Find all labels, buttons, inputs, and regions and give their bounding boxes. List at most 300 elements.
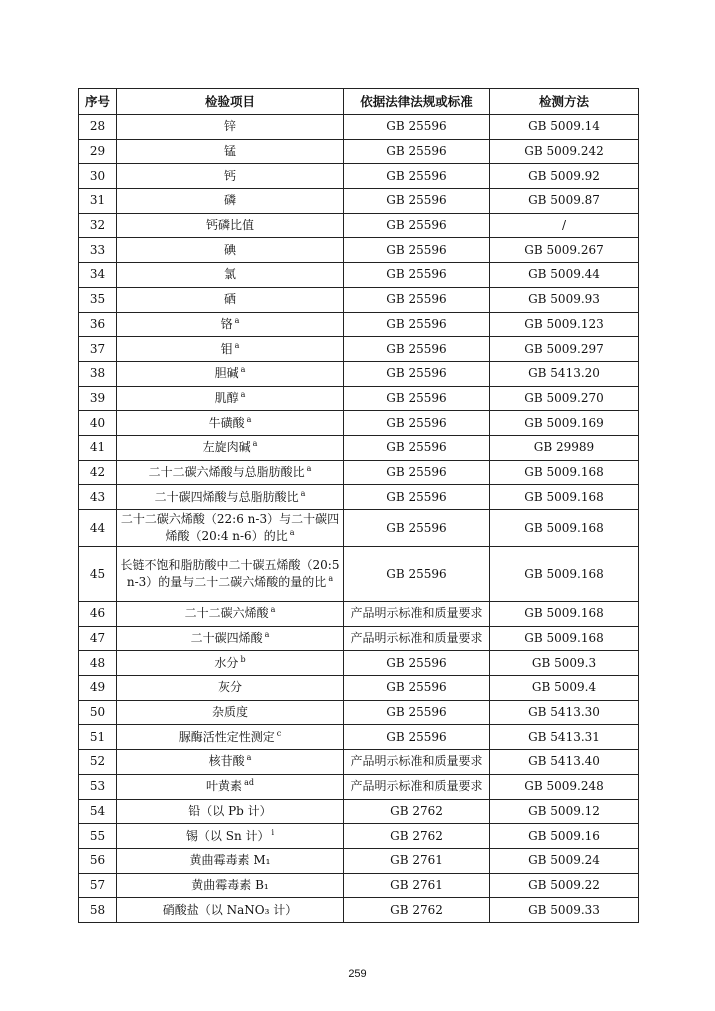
cell-legal-basis xyxy=(344,750,490,775)
cell-test-method-text: GB 5009.267 xyxy=(524,242,604,257)
cell-legal-basis xyxy=(344,725,490,750)
cell-serial-no-text: 51 xyxy=(89,729,106,744)
cell-inspection-item-text: 肌醇 xyxy=(214,390,239,405)
cell-serial-no xyxy=(79,725,117,750)
footnote-marker: c xyxy=(276,728,282,738)
footnote-marker: i xyxy=(271,827,275,837)
cell-inspection-item-text: 左旋肉碱 xyxy=(202,440,251,455)
cell-serial-no-text: 40 xyxy=(89,415,106,430)
cell-serial-no-text: 57 xyxy=(89,877,106,892)
cell-legal-basis-text: GB 25596 xyxy=(386,464,447,479)
cell-serial-no xyxy=(79,287,117,312)
cell-test-method-text: GB 5009.22 xyxy=(528,877,600,892)
footnote-marker: a xyxy=(264,630,270,640)
cell-serial-no-text: 32 xyxy=(89,218,106,233)
cell-serial-no xyxy=(79,485,117,510)
cell-legal-basis xyxy=(344,651,490,676)
table-row xyxy=(79,337,639,362)
cell-inspection-item-text: 灰分 xyxy=(217,680,242,695)
cell-legal-basis-text: GB 25596 xyxy=(386,566,447,581)
cell-inspection-item xyxy=(117,460,344,485)
table-body xyxy=(79,115,639,923)
cell-test-method-text: GB 5009.168 xyxy=(524,631,604,646)
cell-serial-no-text: 46 xyxy=(89,606,106,621)
cell-inspection-item xyxy=(117,602,344,627)
cell-legal-basis xyxy=(344,263,490,288)
table-row xyxy=(79,848,639,873)
cell-legal-basis xyxy=(344,700,490,725)
cell-test-method xyxy=(490,435,639,460)
cell-inspection-item-text: 钙磷比值 xyxy=(205,218,254,233)
cell-serial-no xyxy=(79,411,117,436)
footnote-marker: a xyxy=(240,389,246,399)
cell-serial-no xyxy=(79,700,117,725)
table-row xyxy=(79,164,639,189)
cell-serial-no xyxy=(79,898,117,923)
table-row xyxy=(79,651,639,676)
cell-test-method-text: GB 5009.16 xyxy=(528,828,600,843)
cell-serial-no xyxy=(79,337,117,362)
cell-serial-no xyxy=(79,238,117,263)
cell-serial-no xyxy=(79,312,117,337)
cell-test-method xyxy=(490,287,639,312)
cell-inspection-item-text: 胆碱 xyxy=(214,366,239,381)
cell-serial-no-text: 42 xyxy=(89,464,106,479)
cell-legal-basis-text: GB 25596 xyxy=(386,292,447,307)
cell-inspection-item-text: 碘 xyxy=(223,242,236,257)
cell-legal-basis xyxy=(344,435,490,460)
header-test-method: 检测方法 xyxy=(490,89,639,115)
table-row xyxy=(79,386,639,411)
cell-serial-no-text: 53 xyxy=(89,779,106,794)
cell-inspection-item-text: 杂质度 xyxy=(211,705,248,720)
cell-inspection-item xyxy=(117,411,344,436)
cell-inspection-item-text: 铅（以 Pb 计） xyxy=(188,803,272,818)
cell-test-method-text: GB 5009.87 xyxy=(528,193,600,208)
cell-test-method xyxy=(490,774,639,799)
cell-legal-basis xyxy=(344,386,490,411)
cell-legal-basis xyxy=(344,774,490,799)
cell-test-method-text: GB 5413.30 xyxy=(528,705,600,720)
table-row xyxy=(79,750,639,775)
table-row xyxy=(79,460,639,485)
table-row xyxy=(79,725,639,750)
cell-legal-basis xyxy=(344,287,490,312)
cell-legal-basis-text: 产品明示标准和质量要求 xyxy=(350,606,483,621)
cell-test-method xyxy=(490,213,639,238)
cell-inspection-item xyxy=(117,386,344,411)
cell-serial-no xyxy=(79,651,117,676)
cell-legal-basis-text: GB 2761 xyxy=(390,877,443,892)
cell-legal-basis-text: GB 2762 xyxy=(390,803,443,818)
cell-test-method-text: GB 29989 xyxy=(533,440,595,455)
cell-test-method xyxy=(490,750,639,775)
cell-serial-no-text: 49 xyxy=(89,680,106,695)
table-row xyxy=(79,873,639,898)
cell-inspection-item xyxy=(117,510,344,547)
cell-legal-basis xyxy=(344,676,490,701)
cell-inspection-item-text: 铬 xyxy=(220,316,233,331)
cell-inspection-item xyxy=(117,213,344,238)
cell-serial-no xyxy=(79,848,117,873)
table-row xyxy=(79,626,639,651)
cell-inspection-item-text: 叶黄素 xyxy=(206,779,243,794)
table-row xyxy=(79,799,639,824)
header-serial-no: 序号 xyxy=(79,89,117,115)
cell-legal-basis-text: 产品明示标准和质量要求 xyxy=(350,631,483,646)
cell-serial-no xyxy=(79,386,117,411)
cell-legal-basis-text: GB 25596 xyxy=(386,193,447,208)
cell-test-method xyxy=(490,263,639,288)
cell-inspection-item-text: 硒 xyxy=(223,292,236,307)
cell-inspection-item-text: 黄曲霉毒素 B₁ xyxy=(191,877,269,892)
footnote-marker: a xyxy=(246,753,252,763)
cell-serial-no-text: 58 xyxy=(89,902,106,917)
cell-legal-basis-text: GB 25596 xyxy=(386,680,447,695)
cell-test-method xyxy=(490,460,639,485)
table-row xyxy=(79,312,639,337)
cell-serial-no-text: 47 xyxy=(89,631,106,646)
cell-test-method xyxy=(490,189,639,214)
cell-inspection-item-text: 硝酸盐（以 NaNO₃ 计） xyxy=(162,902,298,917)
table-row xyxy=(79,700,639,725)
cell-inspection-item xyxy=(117,626,344,651)
cell-legal-basis xyxy=(344,898,490,923)
cell-inspection-item-text: 钙 xyxy=(223,168,236,183)
cell-inspection-item-text: 黄曲霉毒素 M₁ xyxy=(189,853,271,868)
cell-legal-basis xyxy=(344,164,490,189)
table-row xyxy=(79,898,639,923)
cell-test-method xyxy=(490,485,639,510)
footnote-marker: a xyxy=(306,463,312,473)
cell-inspection-item xyxy=(117,799,344,824)
cell-inspection-item xyxy=(117,547,344,602)
cell-test-method-text: GB 5009.44 xyxy=(528,267,600,282)
cell-legal-basis xyxy=(344,510,490,547)
cell-legal-basis xyxy=(344,460,490,485)
cell-serial-no xyxy=(79,435,117,460)
cell-inspection-item xyxy=(117,287,344,312)
cell-serial-no-text: 28 xyxy=(89,119,106,134)
cell-test-method-text: GB 5009.14 xyxy=(528,119,600,134)
cell-serial-no-text: 38 xyxy=(89,366,106,381)
cell-inspection-item xyxy=(117,774,344,799)
cell-test-method xyxy=(490,386,639,411)
cell-test-method xyxy=(490,824,639,849)
cell-legal-basis-text: GB 25596 xyxy=(386,242,447,257)
table-row xyxy=(79,287,639,312)
footnote-marker: a xyxy=(246,414,252,424)
cell-serial-no xyxy=(79,263,117,288)
table-row xyxy=(79,547,639,602)
cell-legal-basis-text: GB 25596 xyxy=(386,267,447,282)
cell-inspection-item-text: 二十碳四烯酸与总脂肪酸比 xyxy=(154,489,299,504)
cell-test-method-text: GB 5009.248 xyxy=(524,779,604,794)
cell-legal-basis-text: GB 2762 xyxy=(390,902,443,917)
cell-inspection-item xyxy=(117,824,344,849)
cell-test-method xyxy=(490,799,639,824)
cell-inspection-item-text: 二十二碳六烯酸与总脂肪酸比 xyxy=(148,464,305,479)
cell-serial-no xyxy=(79,213,117,238)
footnote-marker: a xyxy=(300,488,306,498)
header-inspection-item: 检验项目 xyxy=(117,89,344,115)
cell-test-method xyxy=(490,602,639,627)
table-row xyxy=(79,361,639,386)
cell-serial-no xyxy=(79,510,117,547)
cell-legal-basis xyxy=(344,312,490,337)
footnote-marker: ad xyxy=(244,778,254,788)
table-row xyxy=(79,115,639,140)
cell-legal-basis xyxy=(344,411,490,436)
cell-inspection-item-text: 长链不饱和脂肪酸中二十碳五烯酸（20:5 n-3）的量与二十二碳六烯酸的量的比 xyxy=(120,558,340,589)
cell-test-method xyxy=(490,238,639,263)
cell-test-method xyxy=(490,651,639,676)
cell-legal-basis-text: GB 25596 xyxy=(386,144,447,159)
cell-serial-no xyxy=(79,774,117,799)
cell-legal-basis xyxy=(344,485,490,510)
cell-legal-basis-text: GB 25596 xyxy=(386,168,447,183)
cell-serial-no xyxy=(79,824,117,849)
cell-test-method xyxy=(490,725,639,750)
table-row xyxy=(79,510,639,547)
cell-serial-no-text: 36 xyxy=(89,316,106,331)
cell-test-method-text: GB 5413.40 xyxy=(528,754,600,769)
cell-inspection-item xyxy=(117,238,344,263)
footnote-marker: b xyxy=(240,654,246,664)
cell-inspection-item xyxy=(117,700,344,725)
cell-test-method xyxy=(490,848,639,873)
cell-legal-basis xyxy=(344,848,490,873)
cell-serial-no-text: 39 xyxy=(89,390,106,405)
cell-inspection-item xyxy=(117,725,344,750)
cell-legal-basis-text: GB 2762 xyxy=(390,828,443,843)
table-row xyxy=(79,238,639,263)
cell-inspection-item xyxy=(117,115,344,140)
cell-test-method xyxy=(490,337,639,362)
cell-test-method-text: GB 5009.168 xyxy=(524,520,604,535)
cell-inspection-item-text: 脲酶活性定性测定 xyxy=(178,729,275,744)
cell-legal-basis xyxy=(344,213,490,238)
cell-test-method-text: GB 5009.24 xyxy=(528,853,600,868)
cell-test-method-text: / xyxy=(561,218,567,233)
cell-test-method-text: GB 5009.168 xyxy=(524,566,604,581)
footnote-marker: a xyxy=(240,365,246,375)
cell-serial-no xyxy=(79,750,117,775)
cell-inspection-item-text: 钼 xyxy=(220,341,233,356)
cell-inspection-item-text: 二十碳四烯酸 xyxy=(190,631,263,646)
cell-inspection-item xyxy=(117,485,344,510)
cell-serial-no-text: 52 xyxy=(89,754,106,769)
table-header-row xyxy=(79,89,639,115)
cell-legal-basis-text: GB 25596 xyxy=(386,729,447,744)
cell-test-method xyxy=(490,139,639,164)
cell-test-method xyxy=(490,115,639,140)
cell-legal-basis xyxy=(344,139,490,164)
cell-inspection-item xyxy=(117,898,344,923)
cell-legal-basis xyxy=(344,189,490,214)
cell-test-method-text: GB 5009.297 xyxy=(524,341,604,356)
cell-serial-no-text: 43 xyxy=(89,489,106,504)
cell-inspection-item xyxy=(117,848,344,873)
cell-serial-no-text: 30 xyxy=(89,168,106,183)
table-row xyxy=(79,213,639,238)
cell-test-method xyxy=(490,510,639,547)
cell-legal-basis-text: GB 25596 xyxy=(386,366,447,381)
cell-test-method-text: GB 5009.4 xyxy=(531,680,597,695)
cell-legal-basis xyxy=(344,547,490,602)
cell-inspection-item-text: 锡（以 Sn 计） xyxy=(185,828,270,843)
cell-inspection-item-text: 锌 xyxy=(223,119,236,134)
cell-test-method xyxy=(490,626,639,651)
cell-test-method xyxy=(490,873,639,898)
cell-inspection-item-text: 二十二碳六烯酸 xyxy=(184,606,269,621)
cell-legal-basis-text: GB 25596 xyxy=(386,440,447,455)
cell-inspection-item-text: 锰 xyxy=(223,144,236,159)
cell-test-method-text: GB 5009.33 xyxy=(528,902,600,917)
cell-legal-basis xyxy=(344,337,490,362)
cell-legal-basis-text: GB 25596 xyxy=(386,415,447,430)
cell-test-method xyxy=(490,411,639,436)
cell-serial-no-text: 34 xyxy=(89,267,106,282)
cell-serial-no-text: 45 xyxy=(89,566,106,581)
table-row xyxy=(79,824,639,849)
header-legal-basis: 依据法律法规或标准 xyxy=(344,89,490,115)
cell-serial-no xyxy=(79,460,117,485)
cell-inspection-item xyxy=(117,139,344,164)
table-row xyxy=(79,139,639,164)
cell-test-method-text: GB 5009.242 xyxy=(524,144,604,159)
cell-serial-no-text: 35 xyxy=(89,292,106,307)
cell-legal-basis-text: GB 25596 xyxy=(386,655,447,670)
footnote-marker: a xyxy=(252,439,258,449)
cell-legal-basis-text: GB 25596 xyxy=(386,489,447,504)
footnote-marker: a xyxy=(328,574,334,583)
cell-inspection-item xyxy=(117,651,344,676)
cell-inspection-item xyxy=(117,750,344,775)
cell-legal-basis xyxy=(344,626,490,651)
cell-inspection-item xyxy=(117,189,344,214)
cell-inspection-item-text: 牛磺酸 xyxy=(208,415,245,430)
cell-legal-basis-text: GB 2761 xyxy=(390,853,443,868)
cell-test-method-text: GB 5009.168 xyxy=(524,464,604,479)
cell-serial-no xyxy=(79,115,117,140)
cell-legal-basis xyxy=(344,361,490,386)
cell-serial-no-text: 44 xyxy=(89,520,106,535)
cell-inspection-item xyxy=(117,361,344,386)
inspection-items-table xyxy=(78,88,639,923)
table-row xyxy=(79,676,639,701)
cell-test-method-text: GB 5009.12 xyxy=(528,803,600,818)
cell-serial-no xyxy=(79,873,117,898)
cell-serial-no-text: 48 xyxy=(89,655,106,670)
cell-test-method xyxy=(490,700,639,725)
cell-test-method-text: GB 5009.3 xyxy=(531,655,597,670)
cell-test-method-text: GB 5413.31 xyxy=(528,729,600,744)
cell-test-method-text: GB 5009.92 xyxy=(528,168,600,183)
cell-legal-basis-text: 产品明示标准和质量要求 xyxy=(350,779,483,794)
cell-serial-no-text: 29 xyxy=(89,144,106,159)
cell-legal-basis xyxy=(344,824,490,849)
cell-inspection-item-text: 二十二碳六烯酸（22:6 n-3）与二十碳四烯酸（20:4 n-6）的比 xyxy=(120,512,340,543)
cell-inspection-item-text: 核苷酸 xyxy=(208,754,245,769)
cell-inspection-item xyxy=(117,435,344,460)
cell-inspection-item xyxy=(117,676,344,701)
cell-legal-basis xyxy=(344,602,490,627)
cell-legal-basis-text: GB 25596 xyxy=(386,341,447,356)
footnote-marker: a xyxy=(289,528,295,537)
cell-serial-no xyxy=(79,626,117,651)
cell-inspection-item-text: 水分 xyxy=(214,655,239,670)
cell-serial-no-text: 31 xyxy=(89,193,106,208)
cell-serial-no-text: 37 xyxy=(89,341,106,356)
cell-serial-no xyxy=(79,189,117,214)
cell-legal-basis-text: 产品明示标准和质量要求 xyxy=(350,754,483,769)
cell-inspection-item xyxy=(117,263,344,288)
cell-inspection-item xyxy=(117,337,344,362)
footnote-marker: a xyxy=(234,340,240,350)
cell-serial-no xyxy=(79,361,117,386)
page-number: 259 xyxy=(348,968,367,980)
cell-test-method xyxy=(490,898,639,923)
table-row xyxy=(79,774,639,799)
cell-test-method xyxy=(490,164,639,189)
cell-legal-basis-text: GB 25596 xyxy=(386,705,447,720)
cell-serial-no-text: 55 xyxy=(89,828,106,843)
cell-serial-no-text: 50 xyxy=(89,705,106,720)
footnote-marker: a xyxy=(234,315,240,325)
cell-serial-no-text: 54 xyxy=(89,803,106,818)
cell-legal-basis-text: GB 25596 xyxy=(386,119,447,134)
cell-legal-basis-text: GB 25596 xyxy=(386,316,447,331)
cell-serial-no xyxy=(79,547,117,602)
cell-legal-basis-text: GB 25596 xyxy=(386,390,447,405)
cell-serial-no xyxy=(79,602,117,627)
cell-inspection-item xyxy=(117,873,344,898)
cell-test-method-text: GB 5009.168 xyxy=(524,606,604,621)
cell-legal-basis-text: GB 25596 xyxy=(386,520,447,535)
cell-legal-basis-text: GB 25596 xyxy=(386,218,447,233)
cell-inspection-item xyxy=(117,312,344,337)
cell-test-method-text: GB 5009.270 xyxy=(524,390,604,405)
cell-test-method-text: GB 5009.123 xyxy=(524,316,604,331)
cell-serial-no xyxy=(79,164,117,189)
cell-test-method xyxy=(490,676,639,701)
cell-test-method-text: GB 5009.93 xyxy=(528,292,600,307)
table-row xyxy=(79,263,639,288)
cell-legal-basis xyxy=(344,115,490,140)
cell-serial-no-text: 56 xyxy=(89,853,106,868)
cell-test-method xyxy=(490,361,639,386)
footnote-marker: a xyxy=(270,605,276,615)
table-row xyxy=(79,189,639,214)
cell-legal-basis xyxy=(344,873,490,898)
table-row xyxy=(79,485,639,510)
cell-serial-no-text: 33 xyxy=(89,242,106,257)
cell-test-method xyxy=(490,312,639,337)
table-row xyxy=(79,602,639,627)
cell-serial-no xyxy=(79,139,117,164)
cell-test-method-text: GB 5009.169 xyxy=(524,415,604,430)
cell-inspection-item-text: 磷 xyxy=(223,193,236,208)
cell-serial-no xyxy=(79,799,117,824)
cell-test-method xyxy=(490,547,639,602)
cell-inspection-item xyxy=(117,164,344,189)
cell-serial-no xyxy=(79,676,117,701)
cell-legal-basis xyxy=(344,799,490,824)
table-row xyxy=(79,435,639,460)
cell-serial-no-text: 41 xyxy=(89,440,106,455)
cell-legal-basis xyxy=(344,238,490,263)
